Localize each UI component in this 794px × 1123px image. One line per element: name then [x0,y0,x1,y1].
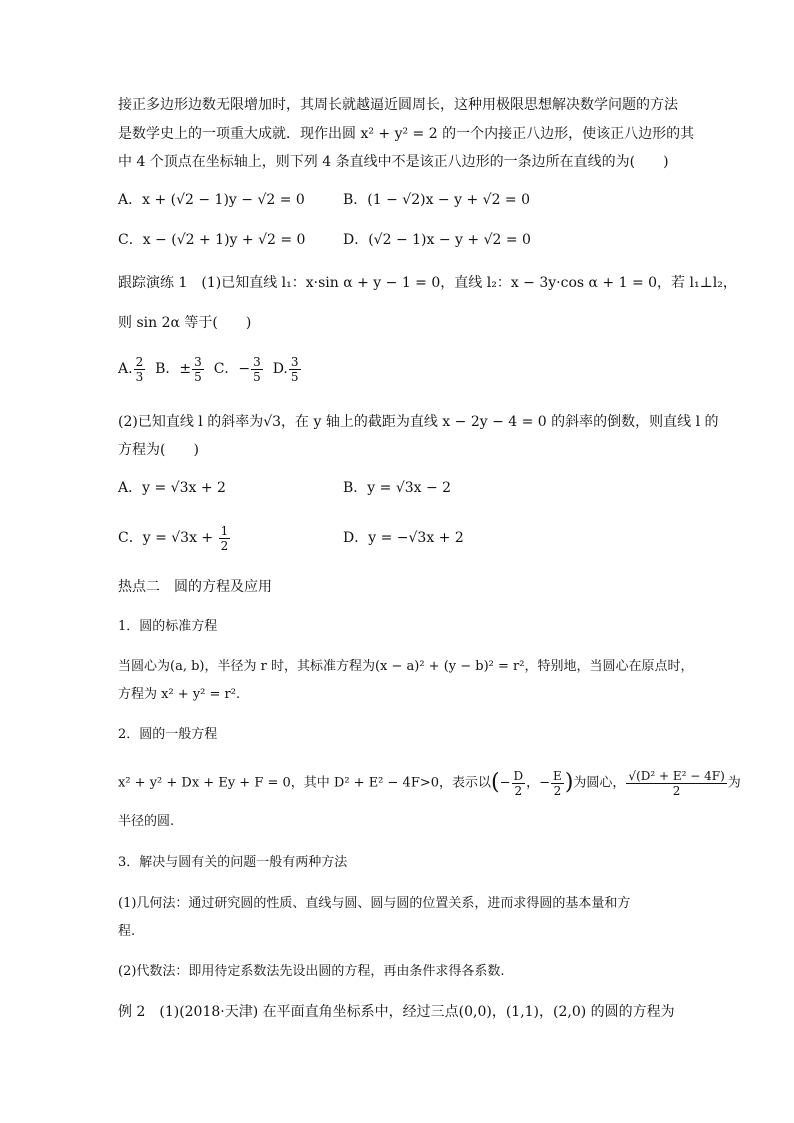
intro-line-3: 中 4 个顶点在坐标轴上，则下列 4 条直线中不是该正八边形的一条边所在直线的为( ) [118,154,669,170]
center-x-fraction: $\frac{D}{2}$ [513,768,524,798]
subsection-1-title: 1．圆的标准方程 [118,619,218,634]
subsection-2-line-2: 半径的圆. [118,814,175,829]
practice-option-b-fraction: $\frac{3}{5}$ [194,354,202,384]
subsection-1-line-1: 当圆心为(a, b)，半径为 r 时，其标准方程为(x − a)² + (y − b)² = r²，特别地，当圆心在原点时， [118,659,694,674]
practice-option-d-label: D. [272,361,288,377]
radius-fraction: $\frac{\text{√(D² + E² − 4F)}}{2}$ [628,768,725,798]
subsection-2-formula-line: x² + y² + Dx + Ey + F = 0，其中 D² + E² − 4F>0，表示以(− $\frac{D}{2}$ ，− $\frac{E}{2}$ )为圆心， $\frac{\text{√(D² + E² − 4F)}}{2}$ 为 [118,768,741,798]
practice-line-1: 跟踪演练 1 (1)已知直线 l₁：x·sin α + y − 1 = 0，直线 l₂：x − 3y·cos α + 1 = 0，若 l₁⊥l₂， [118,275,737,291]
subsection-3-method-2: (2)代数法：即用待定系数法先设出圆的方程，再由条件求得各系数. [118,964,505,979]
q1-option-d: D．(√2 − 1)x − y + √2 = 0 [343,232,531,248]
practice-part2-line-1: (2)已知直线 l 的斜率为√3，在 y 轴上的截距为直线 x − 2y − 4 = 0 的斜率的倒数，则直线 l 的 [118,414,719,430]
practice-options-row [118,353,302,385]
practice-option-c-label: C．− [213,361,251,377]
q1-option-c: C．x − (√2 + 1)y + √2 = 0 [118,232,306,248]
practice-option-c-fraction: $\frac{3}{5}$ [253,354,261,384]
q1-option-b: B．(1 − √2)x − y + √2 = 0 [343,192,531,208]
practice-part2-option-a: A．y = √3x + 2 [118,480,226,496]
intro-line-1: 接正多边形边数无限增加时，其周长就越逼近圆周长，这种用极限思想解决数学问题的方法 [118,97,678,113]
example-2-line-1: 例 2 (1)(2018·天津) 在平面直角坐标系中，经过三点(0,0)，(1,1)，(2,0) 的圆的方程为 [118,1004,675,1020]
practice-part2-option-b: B．y = √3x − 2 [343,480,452,496]
subsection-3-title: 3．解决与圆有关的问题一般有两种方法 [118,855,348,870]
q1-option-a: A．x + (√2 − 1)y − √2 = 0 [118,192,305,208]
section-title: 热点二 圆的方程及应用 [118,579,272,595]
subsection-3-method-1-line-1: (1)几何法：通过研究圆的性质、直线与圆、圆与圆的位置关系，进而求得圆的基本量和方 [118,896,631,911]
center-y-fraction: $\frac{E}{2}$ [553,768,562,798]
subsection-1-line-2: 方程为 x² + y² = r². [118,687,241,702]
practice-part2-line-2: 方程为( ) [118,442,199,458]
practice-option-d-fraction: $\frac{3}{5}$ [290,354,299,384]
intro-line-2: 是数学史上的一项重大成就．现作出圆 x² + y² = 2 的一个内接正八边形，使该正八边形的其 [118,126,695,142]
practice-option-b-label: B．± [155,361,192,377]
practice-part2-option-d: D．y = −√3x + 2 [343,530,464,546]
subsection-2-title: 2．圆的一般方程 [118,727,218,742]
practice-part2-option-c: C．y = √3x + $\frac{1}{2}$ [118,523,229,553]
subsection-3-method-1-line-2: 程. [118,924,136,939]
practice-part2-option-c-fraction: $\frac{1}{2}$ [220,523,229,553]
practice-option-a-fraction: $\frac{2}{3}$ [135,354,144,384]
practice-line-2: 则 sin 2α 等于( ) [118,315,252,331]
practice-option-a-label: A. [118,361,133,377]
